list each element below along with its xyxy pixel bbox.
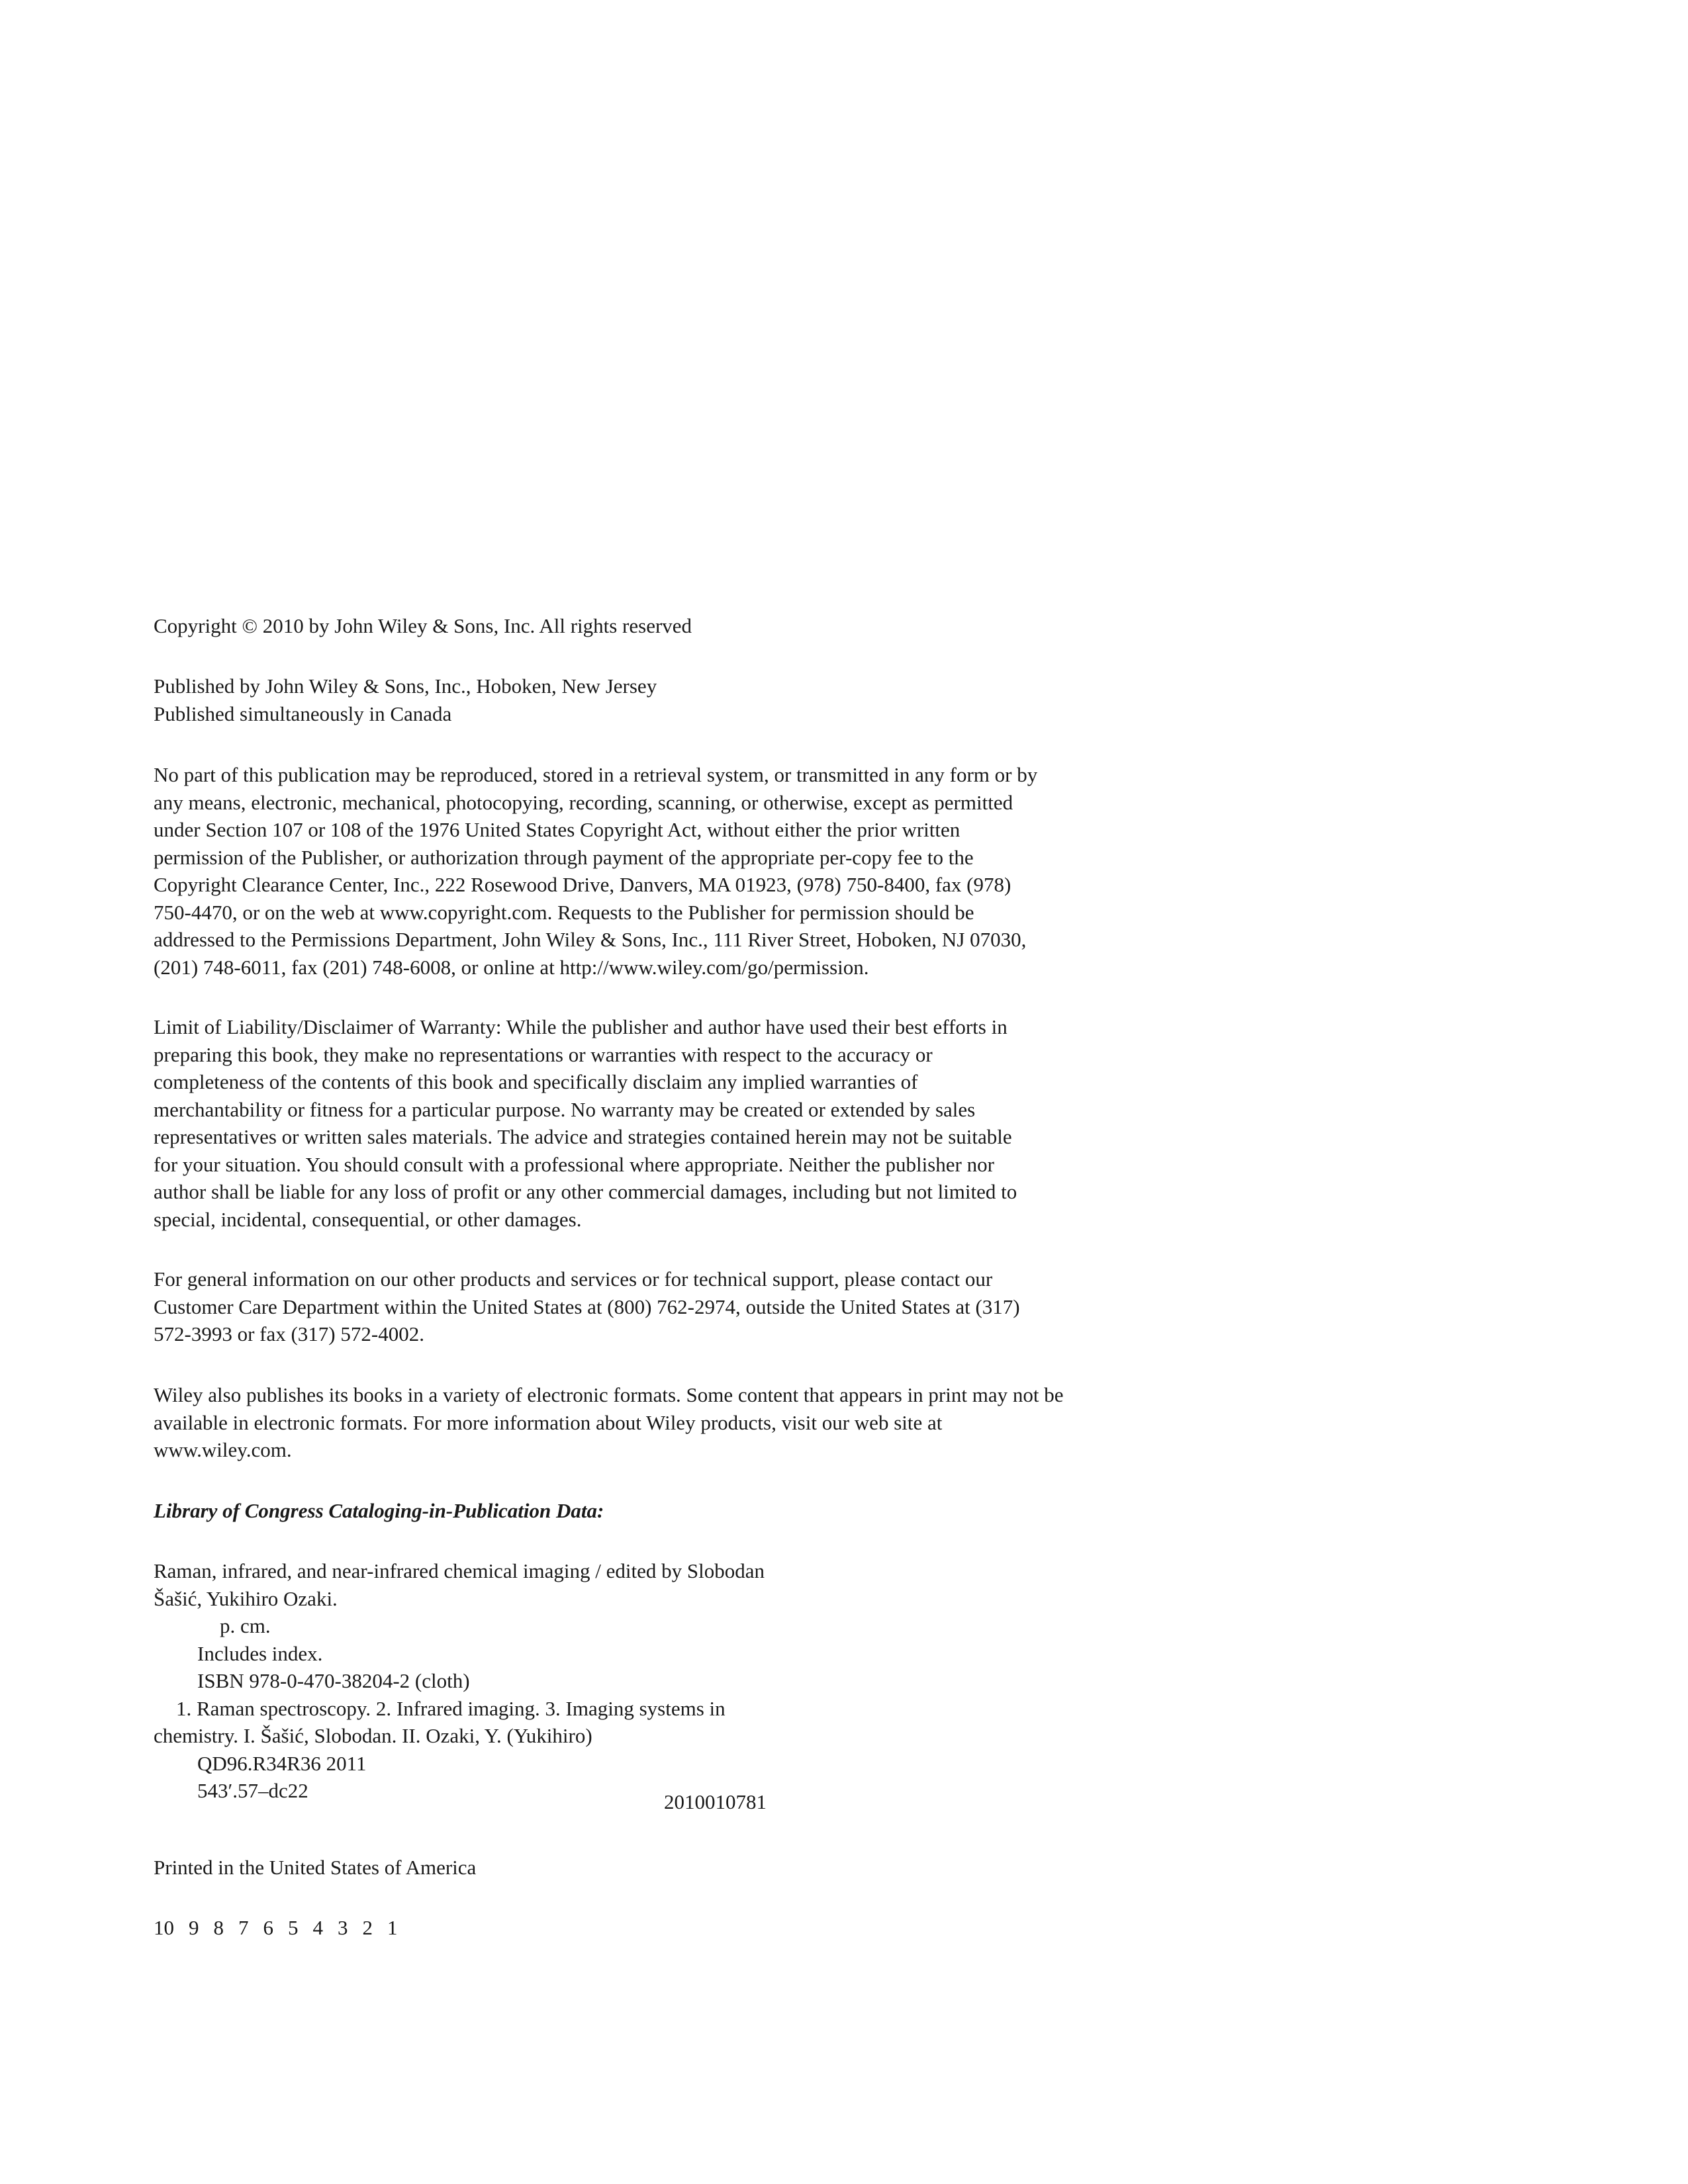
cip-lccn: 2010010781: [664, 1790, 767, 1813]
printing-number-line: [154, 1914, 412, 1942]
printing-number: 7: [238, 1916, 249, 1939]
printing-number: 1: [387, 1916, 398, 1939]
printing-number: 9: [189, 1916, 199, 1939]
cip-record: [154, 1557, 765, 1805]
copyright-notice: Copyright © 2010 by John Wiley & Sons, Inc. All rights reserved: [154, 614, 692, 637]
cip-subjects-line-2: chemistry. I. Šašić, Slobodan. II. Ozaki, Y. (Yukihiro): [154, 1724, 592, 1747]
cip-heading: Library of Congress Cataloging-in-Publication Data:: [154, 1499, 604, 1522]
published-by: Published by John Wiley & Sons, Inc., Hoboken, New Jersey: [154, 674, 657, 698]
printing-number: 6: [263, 1916, 273, 1939]
printing-number: 8: [213, 1916, 224, 1939]
cip-pages: p. cm.: [220, 1614, 271, 1637]
permissions-paragraph: No part of this publication may be reproduced, stored in a retrieval system, or transmitted in any form or by any means, electronic, mechanical, photocopying, recording, scanning, or otherwise, except as permitted under Section 107 or 108 of the 1976 United States Copyright Act, without either the prior written permission of the Publisher, or authorization through payment of the appropriate per-copy fee to the Copyright Clearance Center, Inc., 222 Rosewood Drive, Danvers, MA 01923, (978) 750-8400, fax (978) 750-4470, or on the web at www.copyright.com. Requests to the Publisher for permission should be addressed to the Permissions Department, John Wiley & Sons, Inc., 111 River Street, Hoboken, NJ 07030, (201) 748-6011, fax (201) 748-6008, or online at http://www.wiley.com/go/permission.: [154, 763, 1038, 979]
printing-number: 5: [288, 1916, 299, 1939]
cip-isbn: ISBN 978-0-470-38204-2 (cloth): [197, 1669, 470, 1692]
support-paragraph: For general information on our other products and services or for technical support, please contact our Customer Care Department within the United States at (800) 762-2974, outside the United States at (317) 572-3993 or fax (317) 572-4002.: [154, 1267, 1020, 1345]
printing-number: 4: [312, 1916, 323, 1939]
printing-number: 10: [154, 1916, 174, 1939]
cip-title-line-1: Raman, infrared, and near-infrared chemical imaging / edited by Slobodan: [154, 1559, 765, 1582]
cip-index: Includes index.: [197, 1641, 323, 1665]
printing-number: 2: [362, 1916, 373, 1939]
printed-location: Printed in the United States of America: [154, 1856, 477, 1879]
cip-lc-class: QD96.R34R36 2011: [197, 1751, 367, 1775]
disclaimer-paragraph: Limit of Liability/Disclaimer of Warranty: While the publisher and author have used their best efforts in preparing this book, they make no representations or warranties with respect to the accuracy or completeness of the contents of this book and specifically disclaim any implied warranties of merchantability or fitness for a particular purpose. No warranty may be created or extended by sales representatives or written sales materials. The advice and strategies contained herein may not be suitable for your situation. You should consult with a professional where appropriate. Neither the publisher nor author shall be liable for any loss of profit or any other commercial damages, including but not limited to special, incidental, consequential, or other damages.: [154, 1015, 1017, 1231]
printing-number: 3: [338, 1916, 348, 1939]
cip-title-line-2: Šašić, Yukihiro Ozaki.: [154, 1586, 338, 1610]
publication-info: [154, 672, 657, 727]
cip-dewey: 543′.57–dc22: [197, 1779, 308, 1802]
electronic-formats-paragraph: Wiley also publishes its books in a variety of electronic formats. Some content that appears in print may not be available in electronic formats. For more information about Wiley products, visit our web site at www.wiley.com.: [154, 1383, 1064, 1461]
published-simultaneously: Published simultaneously in Canada: [154, 702, 452, 725]
cip-subjects-line-1: 1. Raman spectroscopy. 2. Infrared imaging. 3. Imaging systems in: [176, 1696, 726, 1720]
